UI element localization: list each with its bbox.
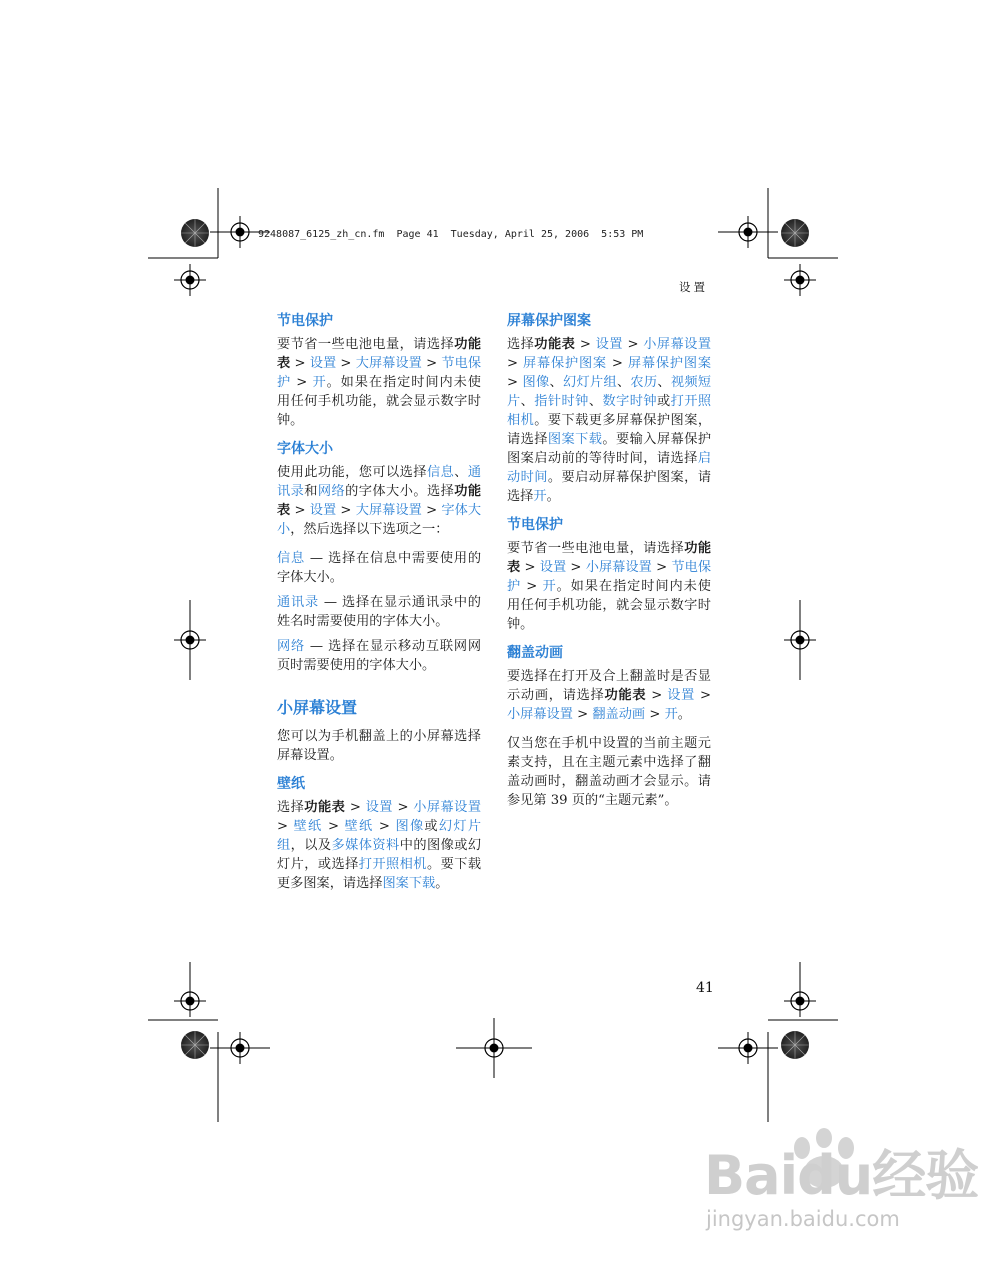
option-item xyxy=(277,593,481,631)
menu-link[interactable]: 网络 xyxy=(277,639,305,654)
text-run: 、 xyxy=(520,394,535,409)
text-run: 的字体大小。选择 xyxy=(345,484,455,499)
menu-link[interactable]: 翻盖动画 xyxy=(592,707,646,722)
running-head: 设置 xyxy=(679,280,708,294)
text-run: 中的图像或幻灯片，或选择 xyxy=(277,838,482,872)
text-run: > xyxy=(336,356,356,371)
bold-term: 功能表 xyxy=(277,484,482,518)
paragraph xyxy=(507,667,711,724)
menu-link[interactable]: 图像 xyxy=(395,819,425,834)
menu-link[interactable]: 图案下载 xyxy=(382,876,436,891)
text-run: — 选择在显示通讯录中的姓名时需要使用的字体大小。 xyxy=(277,595,481,629)
text-run: > xyxy=(646,688,668,703)
text-run: 选择 xyxy=(277,800,305,815)
right-column xyxy=(507,312,711,820)
paragraph xyxy=(277,727,481,765)
text-run: > xyxy=(336,503,356,518)
text-run: ，以及 xyxy=(290,838,332,853)
text-run: 、 xyxy=(454,465,468,480)
menu-link[interactable]: 设置 xyxy=(539,560,567,575)
menu-link[interactable]: 节电保护 xyxy=(507,560,712,594)
text-run: 、 xyxy=(588,394,603,409)
text-run: > xyxy=(575,337,596,352)
chapter-heading: 小屏幕设置 xyxy=(277,698,358,717)
text-run: 。要启动屏幕保护图案，请选择 xyxy=(507,470,712,504)
menu-link[interactable]: 数字时钟 xyxy=(602,394,657,409)
menu-link[interactable]: 通讯录 xyxy=(277,595,319,610)
bold-term: 功能表 xyxy=(604,688,647,703)
text-run: 。要下载更多图案，请选择 xyxy=(277,857,482,891)
text-run: 要节省一些电池电量，请选择 xyxy=(507,541,685,556)
text-run: > xyxy=(566,560,586,575)
bold-term: 功能表 xyxy=(534,337,576,352)
text-run: 仅当您在手机中设置的当前主题元素支持，且在主题元素中选择了翻盖动画时，翻盖动画才会显示。请参见第 39 页的“主题元素”。 xyxy=(507,736,711,808)
paragraph xyxy=(277,335,481,430)
menu-link[interactable]: 小屏幕设置 xyxy=(413,800,482,815)
menu-link[interactable]: 壁纸 xyxy=(344,819,374,834)
bold-term: 功能表 xyxy=(304,800,346,815)
text-run: — 选择在信息中需要使用的字体大小。 xyxy=(277,551,482,585)
menu-link[interactable]: 幻灯片组 xyxy=(563,375,617,390)
menu-link[interactable]: 设置 xyxy=(595,337,623,352)
menu-link[interactable]: 信息 xyxy=(426,465,455,480)
menu-link[interactable]: 设置 xyxy=(309,356,337,371)
watermark-url: jingyan.baidu.com xyxy=(706,1207,900,1231)
menu-link[interactable]: 指针时钟 xyxy=(534,394,589,409)
text-run: 。 xyxy=(677,707,691,722)
text-run: > xyxy=(507,375,523,390)
text-run: 。 xyxy=(546,489,560,504)
text-run: 您可以为手机翻盖上的小屏幕选择屏幕设置。 xyxy=(277,729,481,763)
watermark-brand: Baidu经验 xyxy=(704,1144,979,1207)
menu-link[interactable]: 节电保护 xyxy=(277,356,482,390)
menu-link[interactable]: 信息 xyxy=(277,551,305,566)
menu-link[interactable]: 视频短片 xyxy=(507,375,712,409)
text-run: > xyxy=(695,688,712,703)
bold-term: 功能表 xyxy=(277,337,482,371)
text-run: 。 xyxy=(435,876,449,891)
text-run: ，然后选择以下选项之一： xyxy=(290,522,449,537)
watermark-name xyxy=(704,1146,978,1206)
menu-link[interactable]: 屏幕保护图案 xyxy=(627,356,712,371)
menu-link[interactable]: 开 xyxy=(542,579,557,594)
text-run: 、 xyxy=(616,375,631,390)
menu-link[interactable]: 屏幕保护图案 xyxy=(523,356,607,371)
paragraph xyxy=(277,463,481,539)
text-run: 或 xyxy=(424,819,439,834)
menu-link[interactable]: 开 xyxy=(533,489,547,504)
menu-link[interactable]: 幻灯片组 xyxy=(277,819,482,853)
option-item xyxy=(277,637,481,675)
menu-link[interactable]: 大屏幕设置 xyxy=(355,503,422,518)
text-run: 要选择在打开及合上翻盖时是否显示动画，请选择 xyxy=(507,669,711,703)
text-run: 要节省一些电池电量，请选择 xyxy=(277,337,455,352)
text-run: 和 xyxy=(304,484,318,499)
menu-link[interactable]: 农历 xyxy=(630,375,658,390)
text-run: 、 xyxy=(549,375,563,390)
text-run: 选择 xyxy=(507,337,535,352)
text-run: > xyxy=(645,707,665,722)
menu-link[interactable]: 网络 xyxy=(317,484,346,499)
text-run: > xyxy=(622,337,644,352)
text-run: > xyxy=(290,503,310,518)
menu-link[interactable]: 打开照相机 xyxy=(358,857,427,872)
section-title: 节电保护 xyxy=(277,313,333,329)
text-run: > xyxy=(373,819,396,834)
text-run: > xyxy=(291,375,313,390)
text-run: 或 xyxy=(656,394,671,409)
text-run: > xyxy=(421,503,442,518)
text-run: 、 xyxy=(657,375,671,390)
text-run: > xyxy=(606,356,628,371)
menu-link[interactable]: 设置 xyxy=(365,800,393,815)
text-run: 。如果在指定时间内未使用任何手机功能，就会显示数字时钟。 xyxy=(277,375,481,428)
text-run: > xyxy=(507,356,524,371)
menu-link[interactable]: 小屏幕设置 xyxy=(643,337,712,352)
option-item xyxy=(277,549,481,587)
page-number: 41 xyxy=(696,980,714,996)
section-title: 节电保护 xyxy=(507,517,563,533)
text-run: > xyxy=(392,800,414,815)
menu-link[interactable]: 字体大小 xyxy=(277,503,482,537)
section-title: 屏幕保护图案 xyxy=(507,313,591,329)
section-title: 壁纸 xyxy=(277,776,305,792)
text-run: > xyxy=(345,800,366,815)
left-column xyxy=(277,312,481,903)
menu-link[interactable]: 小屏幕设置 xyxy=(585,560,652,575)
text-run: 。如果在指定时间内未使用任何手机功能，就会显示数字时钟。 xyxy=(507,579,711,632)
menu-link[interactable]: 开 xyxy=(664,707,678,722)
text-run: > xyxy=(572,707,593,722)
text-run: 。要下载更多屏幕保护图案，请选择 xyxy=(507,413,712,447)
text-run: > xyxy=(520,560,540,575)
text-run: 。要输入屏幕保护图案启动前的等待时间，请选择 xyxy=(507,432,712,466)
menu-link[interactable]: 图案下载 xyxy=(547,432,603,447)
menu-link[interactable]: 设置 xyxy=(309,503,337,518)
text-run: > xyxy=(651,560,672,575)
text-run: > xyxy=(322,819,345,834)
text-run: > xyxy=(521,579,543,594)
menu-link[interactable]: 多媒体资料 xyxy=(331,838,400,853)
text-run: > xyxy=(290,356,310,371)
section-title: 字体大小 xyxy=(277,441,333,457)
menu-link[interactable]: 打开照相机 xyxy=(507,394,712,428)
menu-link[interactable]: 通讯录 xyxy=(277,465,482,499)
paragraph xyxy=(277,798,481,893)
text-run: > xyxy=(421,356,442,371)
print-info-line: 9248087_6125_zh_cn.fm Page 41 Tuesday, April 25, 2006 5:53 PM xyxy=(258,229,644,240)
menu-link[interactable]: 小屏幕设置 xyxy=(507,707,573,722)
text-run: 使用此功能，您可以选择 xyxy=(277,465,427,480)
paragraph xyxy=(507,734,711,810)
text-run: > xyxy=(277,819,294,834)
menu-link[interactable]: 启动时间 xyxy=(507,451,711,485)
menu-link[interactable]: 开 xyxy=(312,375,327,390)
bold-term: 功能表 xyxy=(507,541,712,575)
menu-link[interactable]: 大屏幕设置 xyxy=(355,356,422,371)
text-run: — 选择在显示移动互联网网页时需要使用的字体大小。 xyxy=(277,639,482,673)
menu-link[interactable]: 壁纸 xyxy=(293,819,323,834)
paragraph xyxy=(507,539,711,634)
paragraph xyxy=(507,335,711,506)
menu-link[interactable]: 设置 xyxy=(667,688,696,703)
section-title: 翻盖动画 xyxy=(507,645,563,661)
menu-link[interactable]: 图像 xyxy=(522,375,550,390)
